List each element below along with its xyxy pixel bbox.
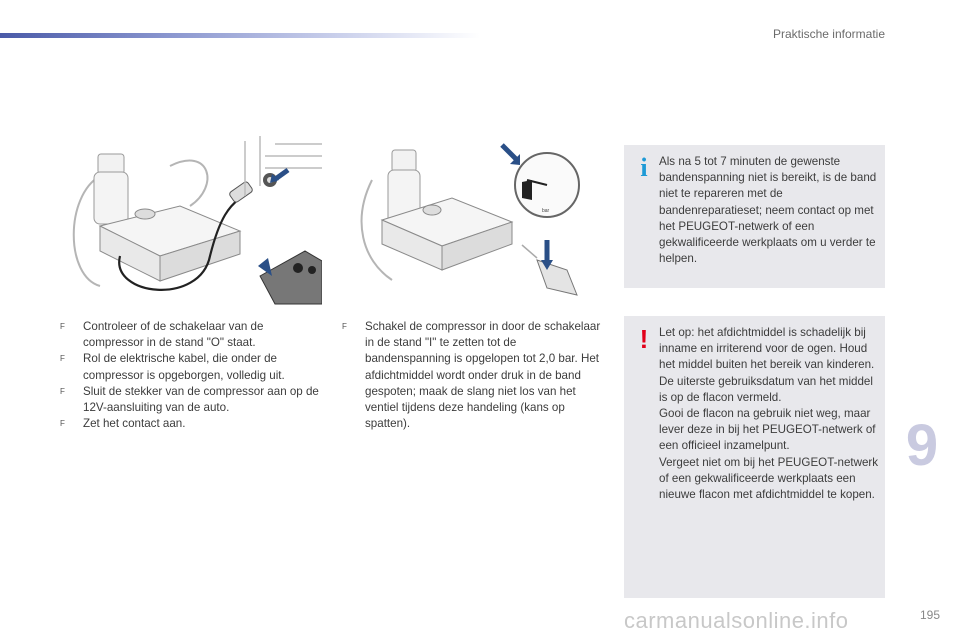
step-item: [60, 319, 322, 351]
page-number: 195: [919, 608, 940, 622]
step-bullet: F: [60, 386, 65, 396]
step-bullet: F: [342, 322, 347, 331]
step-bullet: F: [60, 419, 65, 429]
chapter-number: 9: [905, 413, 939, 478]
warning-icon: !: [639, 324, 649, 354]
info-text: Als na 5 tot 7 minuten de gewenste bandenspanning niet is bereikt, is de band niet te repareren met de bandenreparatieset; neem contact op met het PEUGEOT-netwerk of een gekwalificeerde werkplaats om u verder te helpen.: [659, 155, 877, 266]
step-item: [60, 384, 322, 416]
step-text: Sluit de stekker van de compressor aan op de 12V-aansluiting van de auto.: [83, 384, 319, 415]
step-text: Schakel de compressor in door de schakelaar in de stand "I" te zetten tot de bandenspanning is opgelopen tot 2,0 bar. Het afdichtmiddel wordt onder druk in de band gespoten; maak de slang niet los van het ventiel tijdens deze handeling (kans op spatten).: [365, 320, 601, 431]
gauge-unit-label: bar: [542, 208, 550, 214]
info-box: [624, 145, 885, 288]
step-text: Rol de elektrische kabel, die onder de compressor is opgeborgen, volledig uit.: [83, 352, 285, 382]
step-text: Zet het contact aan.: [83, 417, 186, 431]
chapter-title: Praktische informatie: [772, 27, 885, 41]
warning-text: Let op: het afdichtmiddel is schadelijk bij inname en irriterend voor de ogen. Houd het middel buiten het bereik van kinderen. De uiterste gebruiksdatum van het middel is op de flacon vermeld. Gooi de flacon na gebruik niet weg, maar lever deze in bij het PEUGEOT-netwerk of een officieel inzamelpunt. Vergeet niet om bij het PEUGEOT-netwerk of een gekwalificeerde werkplaats een nieuwe flacon met afdichtmiddel te kopen.: [659, 326, 879, 502]
watermark: carmanualsonline.info: [624, 608, 849, 633]
warning-box: [624, 316, 885, 598]
header-accent-bar: [0, 33, 480, 38]
step-text: Controleer of de schakelaar van de compressor in de stand "O" staat.: [83, 320, 264, 350]
step-bullet: F: [60, 354, 65, 364]
info-icon: i: [640, 153, 648, 182]
compressor-connection-illustration: [60, 136, 322, 308]
step-item: [342, 319, 604, 432]
steps-left: [60, 319, 322, 432]
step-item: [60, 416, 322, 432]
step-item: [60, 351, 322, 383]
step-bullet: F: [60, 322, 65, 331]
compressor-gauge-illustration: [352, 140, 590, 308]
steps-middle: [342, 319, 604, 432]
